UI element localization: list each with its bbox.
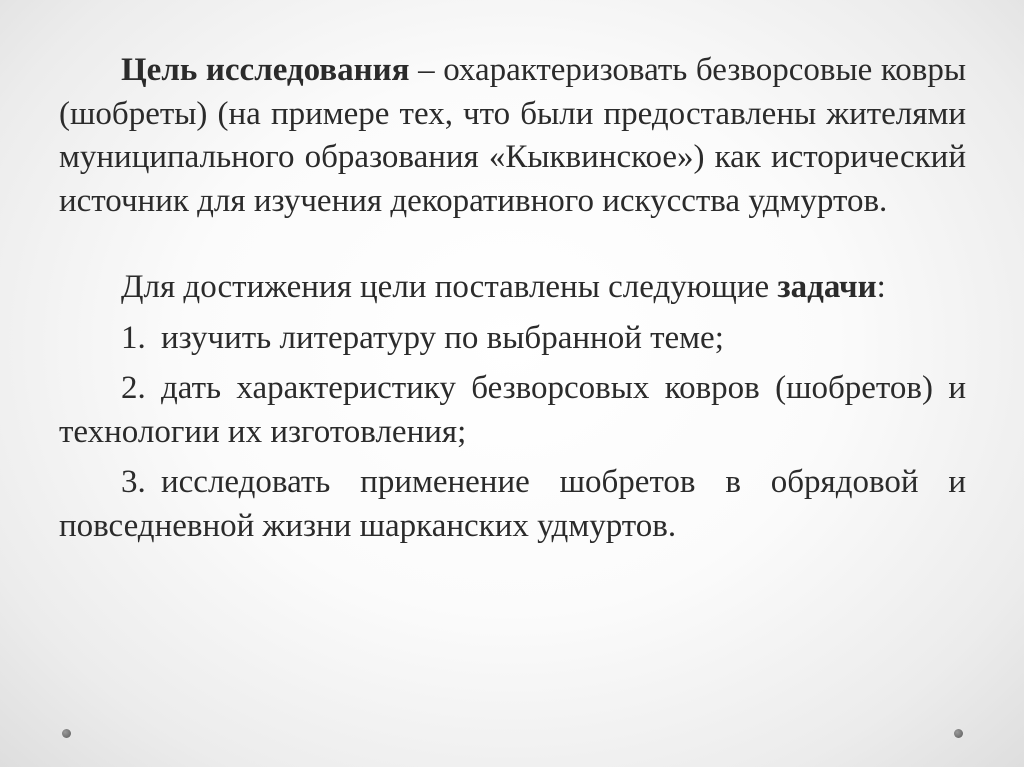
task-text-1: изучить литературу по выбранной теме; [161, 319, 724, 356]
slide-content [59, 49, 966, 548]
tasks-heading-word: задачи [777, 269, 877, 305]
task-item-2 [59, 367, 966, 454]
task-item-3 [59, 461, 966, 548]
tasks-intro-paragraph [59, 266, 966, 310]
task-text-2: дать характеристику безворсовых ковров (шобретов) и технологии их изготовления; [59, 370, 966, 450]
tasks-intro-colon: : [876, 269, 886, 305]
goal-text: – охарактеризовать безворсовые ковры (шобреты) (на примере тех, что были предоставлены жителями муниципального образования «Кыквинское») как исторический источник для изучения декоративного искусства удмуртов. [59, 52, 966, 219]
task-item-1 [59, 317, 966, 361]
task-number-1: 1. [121, 319, 146, 356]
corner-dot-left-icon [62, 729, 71, 738]
task-text-3: исследовать применение шобретов в обрядовой и повседневной жизни шарканских удмуртов. [59, 464, 966, 544]
task-number-2: 2. [121, 370, 146, 406]
tasks-intro-text: Для достижения цели поставлены следующие [121, 269, 778, 305]
task-number-3: 3. [121, 464, 146, 500]
goal-label: Цель исследования [121, 52, 410, 88]
goal-paragraph [59, 49, 966, 223]
corner-dot-right-icon [954, 729, 963, 738]
